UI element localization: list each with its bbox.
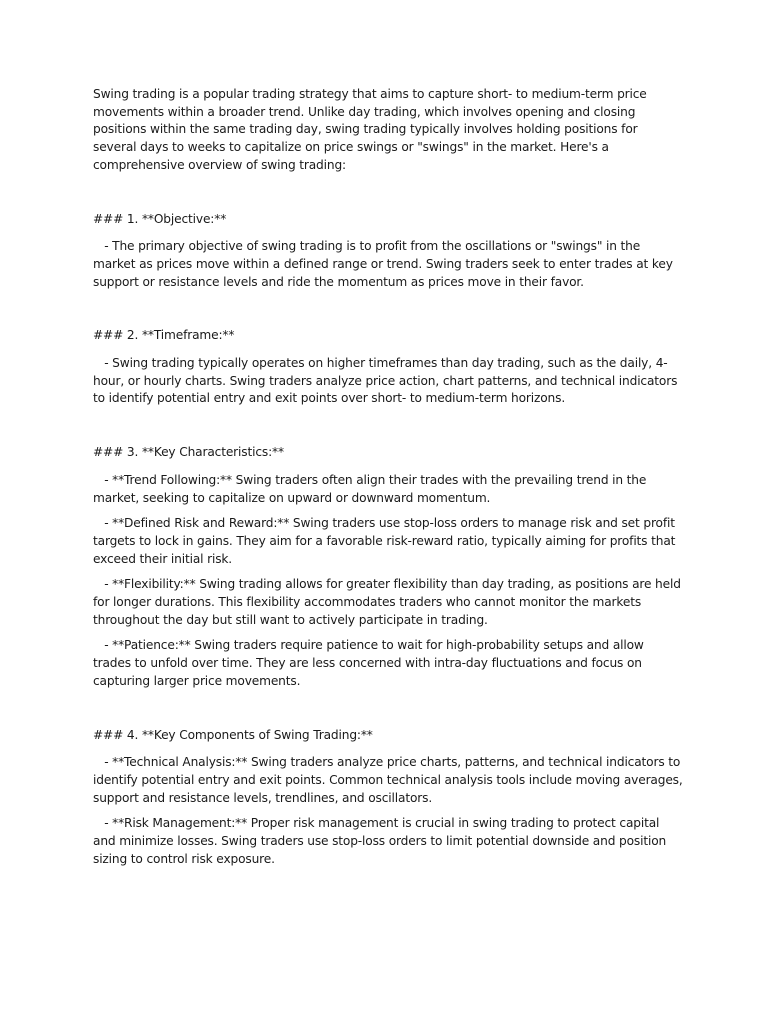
bullet-risk-management: - **Risk Management:** Proper risk management is crucial in swing trading to protect capital and minimize losses. Swing traders use stop-loss orders to limit potential downside and position sizing to control risk exposure. — [93, 816, 670, 866]
section-paragraph-objective: - The primary objective of swing trading is to profit from the oscillations or "swings" in the market as prices move within a defined range or trend. Swing traders seek to enter trades at key support or resistance levels and ride the momentum as prices move in their favor. — [93, 239, 677, 289]
section-heading-timeframe: ### 2. **Timeframe:** — [93, 328, 235, 343]
bullet-patience: - **Patience:** Swing traders require patience to wait for high-probability setups and allow trades to unfold over time. They are less concerned with intra-day fluctuations and focus on capturing larger price movements. — [93, 638, 648, 688]
section-heading-key-characteristics: ### 3. **Key Characteristics:** — [93, 445, 284, 460]
bullet-defined-risk-reward: - **Defined Risk and Reward:** Swing traders use stop-loss orders to manage risk and set profit targets to lock in gains. They aim for a favorable risk-reward ratio, typically aiming for profits that exceed their initial risk. — [93, 516, 679, 566]
bullet-trend-following: - **Trend Following:** Swing traders often align their trades with the prevailing trend in the market, seeking to capitalize on upward or downward momentum. — [93, 472, 650, 505]
document-page — [93, 86, 687, 877]
bullet-flexibility: - **Flexibility:** Swing trading allows for greater flexibility than day trading, as positions are held for longer durations. This flexibility accommodates traders who cannot monitor the markets throughout the day but still want to actively participate in trading. — [93, 577, 685, 627]
section-paragraph-timeframe: - Swing trading typically operates on higher timeframes than day trading, such as the daily, 4-hour, or hourly charts. Swing traders analyze price action, chart patterns, and technical indicators to identify potential entry and exit points over short- to medium-term horizons. — [93, 356, 682, 406]
section-heading-objective: ### 1. **Objective:** — [93, 211, 227, 226]
intro-paragraph: Swing trading is a popular trading strategy that aims to capture short- to medium-term price movements within a broader trend. Unlike day trading, which involves opening and closing positions within the same trading day, swing trading typically involves holding positions for several days to weeks to capitalize on price swings or "swings" in the market. Here's a comprehensive overview of swing trading: — [93, 87, 647, 172]
bullet-technical-analysis: - **Technical Analysis:** Swing traders analyze price charts, patterns, and technical indicators to identify potential entry and exit points. Common technical analysis tools include moving averages, support and resistance levels, trendlines, and oscillators. — [93, 755, 687, 805]
section-heading-key-components: ### 4. **Key Components of Swing Trading:** — [93, 727, 373, 742]
